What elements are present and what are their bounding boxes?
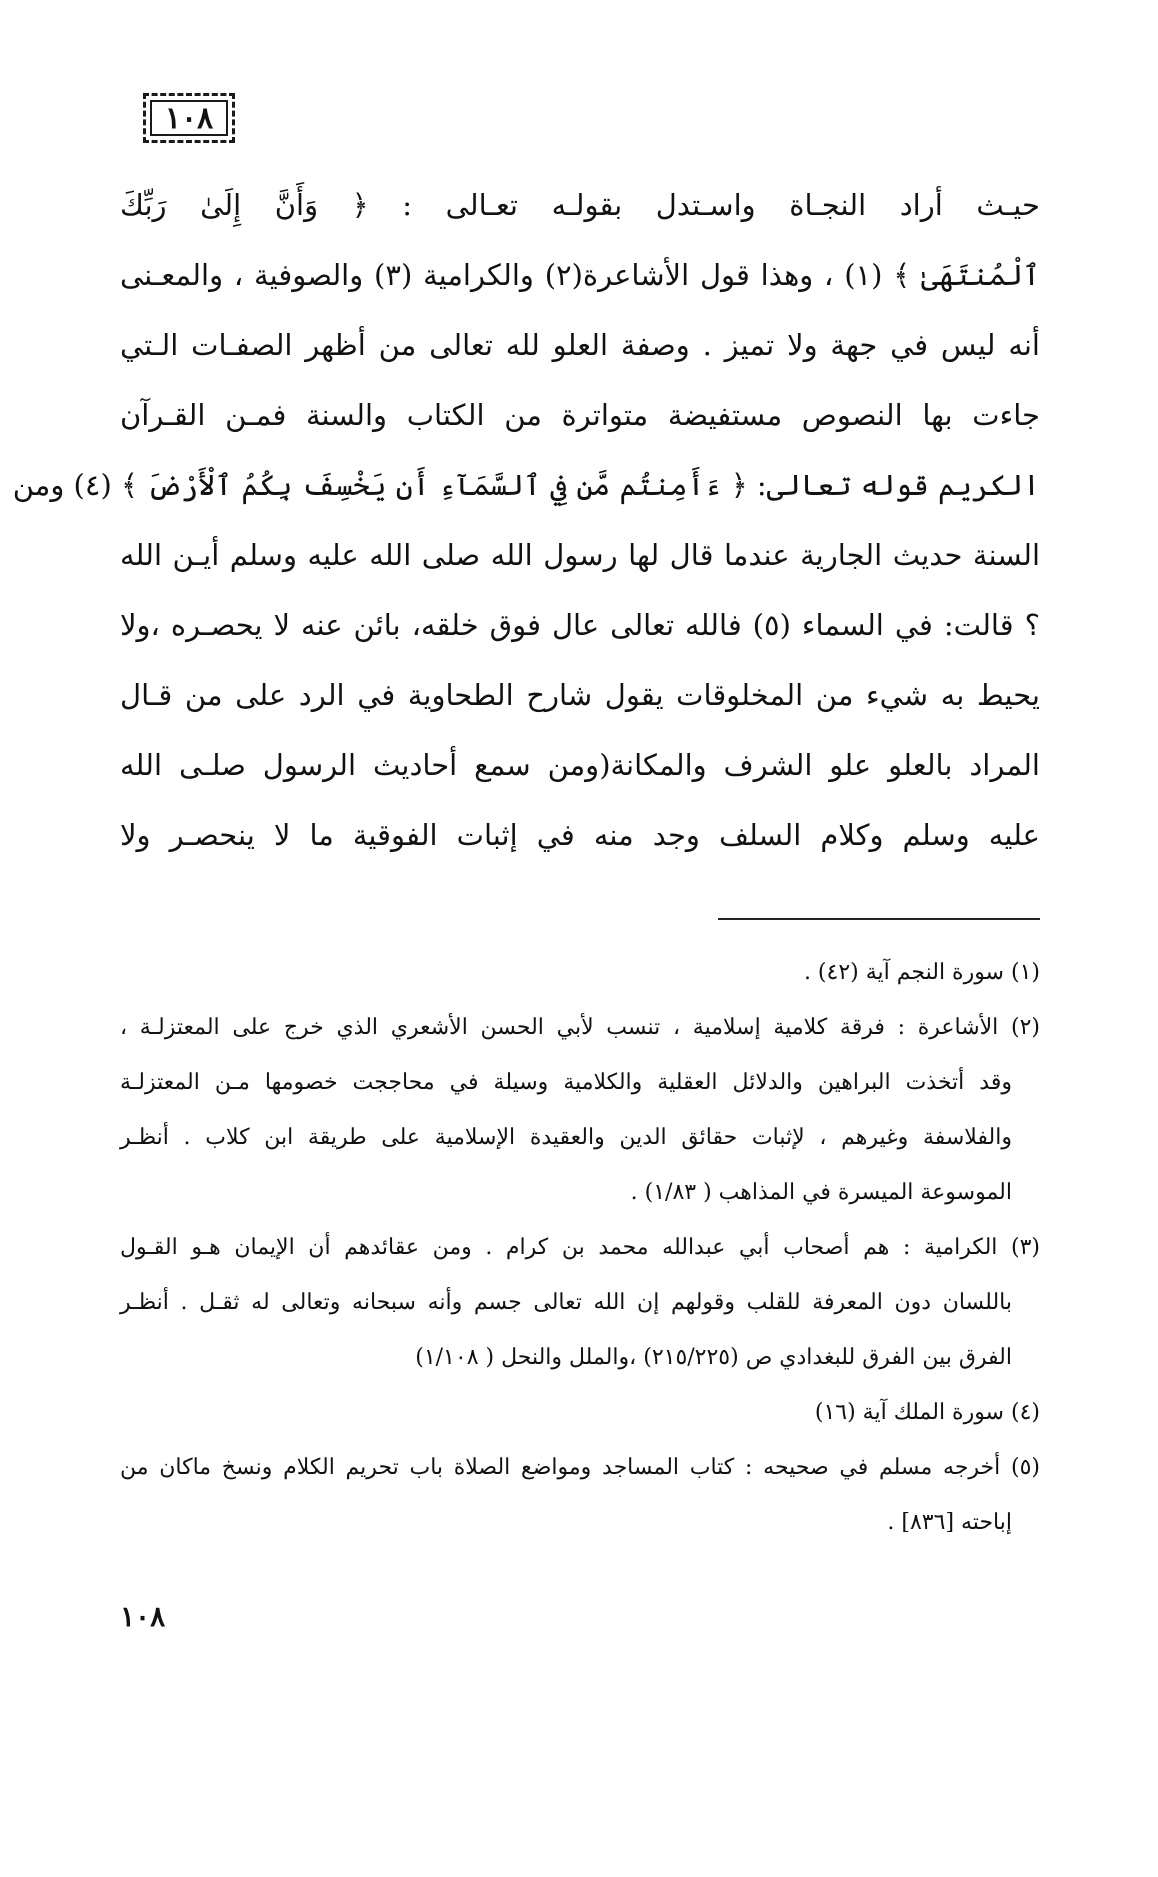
- footnote-2-cont: الموسوعة الميسرة في المذاهب ( ١/٨٣) .: [630, 1180, 1012, 1205]
- footnote-separator: [718, 918, 1040, 920]
- footnotes: [120, 945, 1040, 1550]
- footnote-3-cont: باللسان دون المعرفة للقلب وقولهم إن الله تعالى جسم وأنه سبحانه وتعالى له ثقـل . أنظـر: [120, 1290, 1012, 1315]
- body-line: يحيط به شيء من المخلوقات يقول شارح الطحاوية في الرد على من قـال: [120, 678, 1040, 712]
- footnote-3-cont: الفرق بين الفرق للبغدادي ص (٢١٥/٢٢٥) ،والملل والنحل ( ١/١٠٨): [415, 1345, 1012, 1370]
- page-number-bottom: ١٠٨: [120, 1600, 166, 1633]
- body-line: المراد بالعلو علو الشرف والمكانة(ومن سمع أحاديث الرسول صلـى الله: [120, 748, 1040, 782]
- footnote-5: (٥) أخرجه مسلم في صحيحه : كتاب المساجد ومواضع الصلاة باب تحريم الكلام ونسخ ماكان من: [120, 1455, 1040, 1480]
- body-line: السنة حديث الجارية عندما قال لها رسول الله صلى الله عليه وسلم أيـن الله: [120, 538, 1040, 572]
- footnote-3: (٣) الكرامية : هم أصحاب أبي عبدالله محمد بن كرام . ومن عقائدهم أن الإيمان هـو القـول: [120, 1235, 1040, 1260]
- body-text: [12, 170, 1040, 870]
- footnote-4: (٤) سورة الملك آية (١٦): [814, 1400, 1040, 1425]
- footnote-2-cont: والفلاسفة وغيرهم ، لإثبات حقائق الدين والعقيدة الإسلامية على طريقة ابن كلاب . أنظـر: [120, 1125, 1013, 1150]
- body-line: أنه ليس في جهة ولا تميز . وصفة العلو لله تعالى من أظهر الصفـات الـتي: [120, 328, 1040, 362]
- body-line: ؟ قالت: في السماء (٥) فالله تعالى عال فوق خلقه، بائن عنه لا يحصـره ،ولا: [120, 608, 1040, 642]
- body-line: ٱلْمُنتَهَىٰ ﴾ (١) ، وهذا قول الأشاعرة(٢) والكرامية (٣) والصوفية ، والمعـنى: [120, 258, 1040, 292]
- body-line: حيـث أراد النجـاة واسـتدل بقولـه تعـالى : ﴿ وَأَنَّ إِلَىٰ رَبِّكَ: [120, 188, 1040, 222]
- footnote-2: (٢) الأشاعرة : فرقة كلامية إسلامية ، تنسب لأبي الحسن الأشعري الذي خرج على المعتزلـة ،: [120, 1015, 1040, 1040]
- page-number-box: [143, 93, 235, 143]
- footnote-2-cont: وقد أتخذت البراهين والدلائل العقلية والكلامية وسيلة في محاججت خصومها مـن المعتزلـة: [120, 1070, 1012, 1095]
- body-line: الكريم قوله تعالى: ﴿ ءَأَمِنتُم مَّن فِي ٱلسَّمَآءِ أَن يَخْسِفَ بِكُمُ ٱلْأَرْضَ ﴾ (٤) ومن: [12, 468, 1040, 502]
- footnote-1: (١) سورة النجم آية (٤٢) .: [803, 960, 1040, 985]
- body-line: جاءت بها النصوص مستفيضة متواترة من الكتاب والسنة فمـن القـرآن: [120, 398, 1040, 432]
- body-line: عليه وسلم وكلام السلف وجد منه في إثبات الفوقية ما لا ينحصـر ولا: [120, 818, 1040, 852]
- page-number-top: ١٠٨: [164, 100, 214, 136]
- footnote-5-cont: إباحته [٨٣٦] .: [887, 1510, 1012, 1535]
